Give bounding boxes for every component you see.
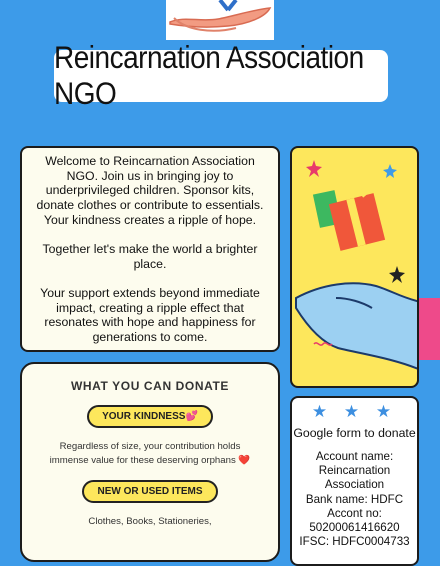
account-number-label: Accont no:	[327, 506, 382, 520]
bank-details-card	[290, 396, 419, 566]
items-description: Clothes, Books, Stationeries,	[88, 516, 212, 527]
bank-name: Bank name: HDFC	[305, 492, 404, 506]
page-title: Reincarnation Association NGO	[54, 40, 364, 111]
google-form-link[interactable]: Google form to donate	[293, 426, 416, 440]
account-name: Reincarnation Association	[318, 464, 391, 492]
bank-details	[292, 450, 417, 549]
stars-icon: ★ ★ ★	[311, 402, 398, 421]
items-pill: NEW OR USED ITEMS	[82, 480, 217, 503]
kindness-pill: YOUR KINDNESS💕	[87, 405, 213, 428]
title-banner	[54, 40, 388, 111]
welcome-card	[20, 146, 280, 352]
welcome-paragraph: Your support extends beyond immediate impact, creating a ripple effect that resonates with hope and happiness for generations to come.	[40, 285, 260, 345]
account-number: 50200061416620	[309, 521, 400, 535]
account-name-label: Account name:	[315, 450, 394, 463]
donate-card	[20, 362, 280, 562]
hand-logo-icon	[166, 0, 274, 40]
gift-in-hand-icon	[292, 148, 419, 388]
donate-heading: WHAT YOU CAN DONATE	[70, 379, 230, 393]
gift-illustration-card	[290, 146, 419, 388]
ifsc-code: IFSC: HDFC0004733	[299, 535, 410, 549]
welcome-paragraph: Welcome to Reincarnation Association NGO. Join us in bringing joy to underprivileged children. Sponsor kits, donate clothes or contribute to essentials. Your kindness creates a ripple of hope.	[36, 154, 264, 227]
welcome-paragraph: Together let's make the world a brighter place.	[42, 242, 258, 271]
decorative-strip	[419, 298, 440, 360]
kindness-description: Regardless of size, your contribution holds immense value for these deserving orphans ❤️	[49, 441, 251, 466]
ngo-logo	[166, 0, 274, 40]
